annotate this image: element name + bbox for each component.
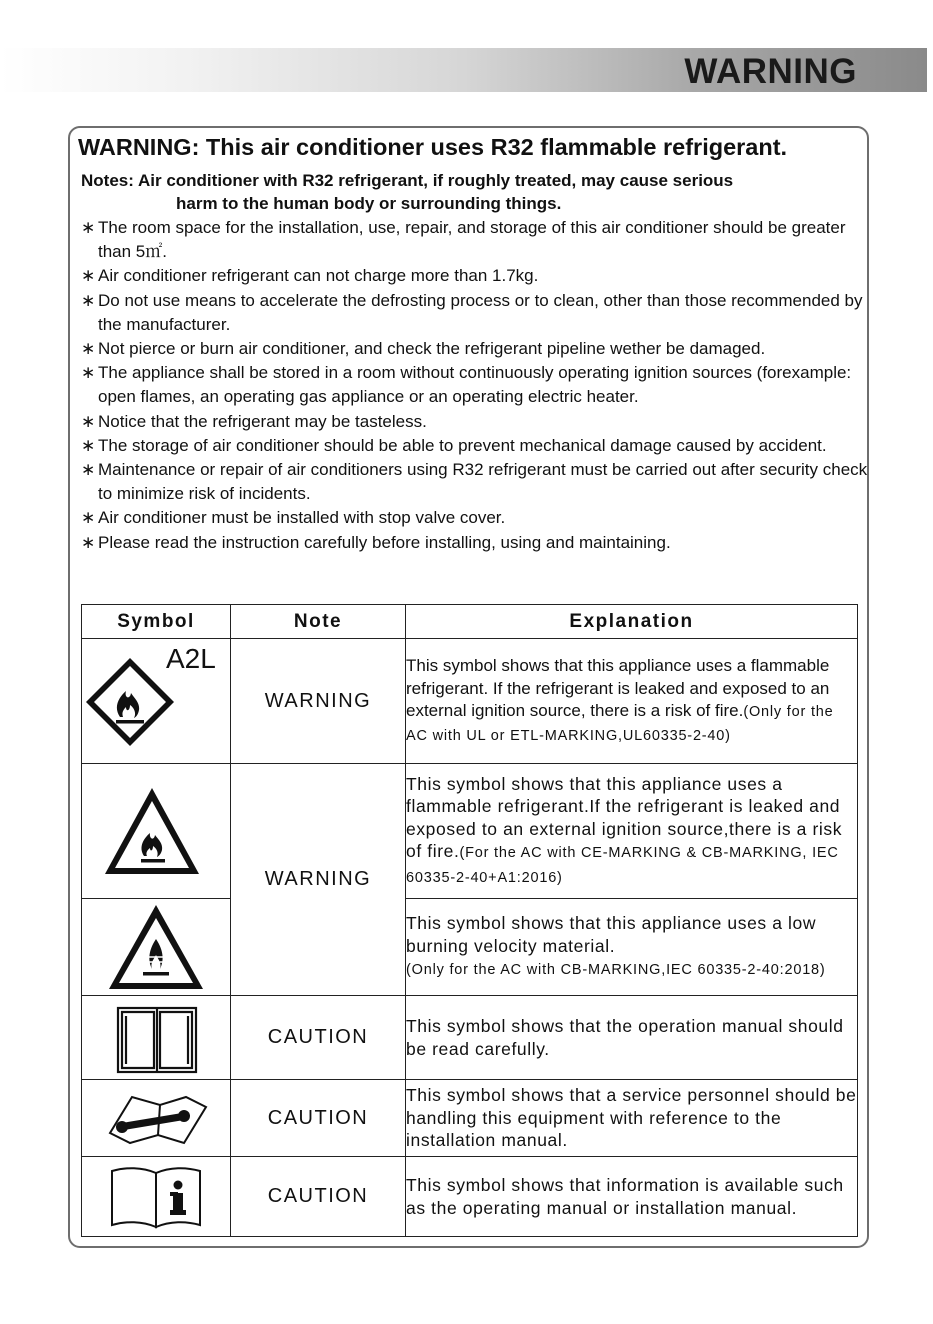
low-burning-triangle-icon <box>82 901 230 993</box>
bullet-item <box>81 216 871 264</box>
explanation-note: (Only for the AC with UL or ETL-MARKING,UL60335-2-40) <box>406 704 834 744</box>
bullet-text: Do not use means to accelerate the defrosting process or to clean, other than those recommended by the manufacturer. <box>98 290 863 334</box>
symbol-cell <box>82 1157 231 1237</box>
table-header-row <box>82 605 858 639</box>
bullet-marker: ∗ <box>81 266 96 286</box>
bullet-list <box>81 216 871 555</box>
header-symbol: Symbol <box>82 605 231 639</box>
bullet-marker: ∗ <box>81 339 96 359</box>
symbol-cell <box>82 899 231 996</box>
explanation-text: This symbol shows that a service personnel should be handling this equipment with reference to the installation manual. <box>406 1085 857 1151</box>
explanation-cell <box>406 764 858 899</box>
header-note: Note <box>231 605 406 639</box>
symbol-cell <box>82 764 231 899</box>
header-explanation: Explanation <box>406 605 858 639</box>
table-row <box>82 996 858 1080</box>
bullet-marker: ∗ <box>81 290 96 310</box>
bullet-marker: ∗ <box>81 363 96 383</box>
a2l-label: A2L <box>166 643 216 674</box>
explanation-cell <box>406 899 858 996</box>
manual-wrench-icon <box>82 1083 230 1153</box>
table-row <box>82 899 858 996</box>
bullet-marker: ∗ <box>81 508 96 528</box>
bullet-item <box>81 410 871 434</box>
explanation-text: This symbol shows that this appliance uses a low burning velocity material. <box>406 913 817 956</box>
bullet-text: The appliance shall be stored in a room without continuously operating ignition sources (forexample: open flames, an operating gas appliance or an operating electric heater. <box>98 363 852 407</box>
explanation-cell <box>406 1157 858 1237</box>
symbol-cell <box>82 1080 231 1157</box>
bullet-text: The room space for the installation, use, repair, and storage of this air conditioner should be greater than 5㎡. <box>98 218 846 262</box>
open-book-icon <box>82 998 230 1078</box>
explanation-cell <box>406 639 858 764</box>
bullet-marker: ∗ <box>81 411 96 431</box>
bullet-text: Notice that the refrigerant may be tasteless. <box>98 411 427 431</box>
bullet-text: Air conditioner refrigerant can not charge more than 1.7kg. <box>98 266 539 286</box>
notes-line-1: Notes: Air conditioner with R32 refrigerant, if roughly treated, may cause serious <box>81 171 734 190</box>
note-cell: WARNING <box>231 639 406 764</box>
bullet-text: The storage of air conditioner should be able to prevent mechanical damage caused by accident. <box>98 435 827 455</box>
bullet-text: Please read the instruction carefully before installing, using and maintaining. <box>98 532 671 552</box>
bullet-item <box>81 337 871 361</box>
table-row <box>82 1080 858 1157</box>
bullet-item <box>81 458 871 506</box>
symbol-table <box>81 604 858 1237</box>
bullet-item <box>81 434 871 458</box>
note-cell: CAUTION <box>231 996 406 1080</box>
header-title: WARNING <box>684 52 857 91</box>
symbol-cell <box>82 996 231 1080</box>
notes-line-2: harm to the human body or surrounding things. <box>176 194 562 213</box>
symbol-cell <box>82 639 231 764</box>
note-cell: CAUTION <box>231 1157 406 1237</box>
header-bar <box>0 48 927 92</box>
bullet-marker: ∗ <box>81 532 96 552</box>
explanation-note: (For the AC with CE-MARKING & CB-MARKING, IEC 60335-2-40+A1:2016) <box>406 845 839 886</box>
explanation-text: This symbol shows that this appliance uses a flammable refrigerant. If the refrigerant is leaked and exposed to an external ignition source, there is a risk of fire. <box>406 656 830 720</box>
bullet-item <box>81 264 871 288</box>
table-row <box>82 639 858 764</box>
explanation-text: This symbol shows that the operation manual should be read carefully. <box>406 1016 844 1059</box>
explanation-cell <box>406 996 858 1080</box>
explanation-note: (Only for the AC with CB-MARKING,IEC 60335-2-40:2018) <box>406 962 826 979</box>
table-row <box>82 1157 858 1237</box>
bullet-text: Maintenance or repair of air conditioners using R32 refrigerant must be carried out after security check to minimize risk of incidents. <box>98 460 868 504</box>
bullet-item <box>81 506 871 530</box>
bullet-text: Air conditioner must be installed with stop valve cover. <box>98 508 506 528</box>
explanation-cell <box>406 1080 858 1157</box>
explanation-text: This symbol shows that information is available such as the operating manual or installation manual. <box>406 1175 844 1218</box>
manual-info-icon <box>82 1161 230 1233</box>
main-warning-heading: WARNING: This air conditioner uses R32 flammable refrigerant. <box>78 134 788 160</box>
bullet-item <box>81 531 871 555</box>
bullet-item <box>81 361 871 409</box>
note-cell: CAUTION <box>231 1080 406 1157</box>
table-row <box>82 764 858 899</box>
bullet-item <box>81 289 871 337</box>
bullet-marker: ∗ <box>81 460 96 480</box>
note-cell: WARNING <box>231 764 406 996</box>
bullet-text: Not pierce or burn air conditioner, and check the refrigerant pipeline wether be damaged. <box>98 339 766 359</box>
flammable-triangle-icon <box>82 776 230 886</box>
explanation-text: This symbol shows that this appliance uses a flammable refrigerant.If the refrigerant is leaked and exposed to an external ignition source,there is a risk of fire. <box>406 773 843 862</box>
bullet-marker: ∗ <box>81 218 96 237</box>
bullet-marker: ∗ <box>81 435 96 455</box>
notes <box>81 169 733 215</box>
